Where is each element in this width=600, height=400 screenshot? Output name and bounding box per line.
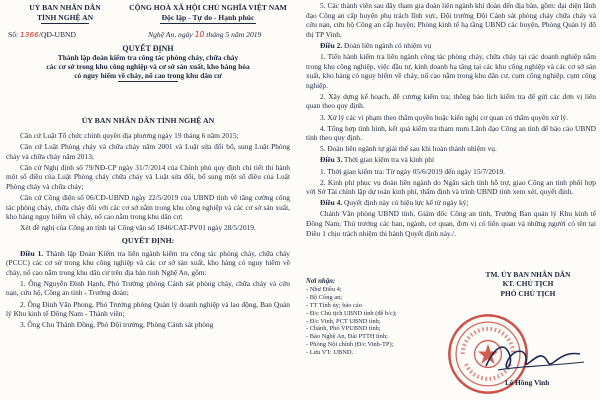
article-4-label: Điều 4. bbox=[320, 198, 343, 208]
left-column-body bbox=[6, 131, 290, 331]
doc-no-suffix: /QĐ-UBND bbox=[38, 30, 76, 39]
legal-basis-2: Căn cứ Luật Phòng cháy và chữa cháy năm 2001 và Luật sửa đổi bổ, sung Luật Phòng cháy và chữa cháy năm 2013; bbox=[6, 142, 290, 161]
member-5: 5. Các thành viên sau đây tham gia đoàn liên ngành khi đoàn đến địa bàn, gồm: đại diện lãnh đạo Công an cấp huyện phụ trách lĩnh vực, Đội trưởng Đội Cảnh sát phòng cháy chữa cháy và cứu nạn, cứu hộ Công an cấp huyện; Phòng kinh tế hạ tầng UBND các huyện, Phòng Quản lý đô thị TP Vinh. bbox=[306, 1, 596, 39]
member-1: 1. Ông Nguyễn Đình Hạnh, Phó Trưởng phòng Cảnh sát phòng cháy, chữa cháy và cứu nạn, cứu hộ, Công an tỉnh - Trưởng đoàn; bbox=[6, 278, 290, 298]
recipients-list bbox=[306, 278, 456, 357]
signature-block bbox=[458, 270, 598, 298]
article-1-text: Thành lập Đoàn Kiểm tra liên ngành kiểm tra công tác phòng cháy, chữa cháy (PCCC) các cơ sở trong khu công nghiệp và các cơ sở sản xuất, kho hàng có nguy hiểm về cháy, nổ cao nằm trong khu dân cư trên địa bàn tỉnh Nghệ An, gồm: bbox=[6, 248, 290, 277]
duty-1: 1. Tiến hành kiểm tra liên ngành công tác phòng cháy, chữa cháy tại các doanh nghiệp nằm trong khu công nghiệp, việc đầu tư, kinh doanh hạ tầng tại các khu công nghiệp và các cơ sở sản xuất, kho hàng có nguy hiểm về cháy, nổ cao nằm trong khu dân cư, cụm công nghiệp, cụm công nghiệp. bbox=[306, 51, 596, 90]
member-3: 3. Ông Chu Thành Đồng, Phó Đội trưởng, Phòng Cảnh sát phòng bbox=[20, 320, 214, 330]
agency-line-1: UỶ BAN NHÂN DÂN bbox=[29, 3, 101, 12]
decision-subject-line-3: có nguy hiểm về cháy, nổ cao trong khu dân cư bbox=[74, 70, 222, 80]
article-4 bbox=[306, 198, 596, 208]
handwritten-signature-icon bbox=[480, 336, 590, 380]
nation-line-2: Độc lập - Tự do - Hạnh phúc bbox=[161, 12, 255, 22]
recipient-item: - Chánh, Phó VPUBND tỉnh; bbox=[306, 325, 381, 333]
date-suffix: tháng 5 năm 2019 bbox=[206, 30, 262, 39]
article-2 bbox=[306, 41, 596, 51]
article-3 bbox=[306, 155, 596, 165]
duty-5: 5. Đoàn liên ngành tự giải thể sau khi hoàn thành nhiệm vụ. bbox=[320, 144, 497, 154]
recipient-item: - Lưu VT: UBND. bbox=[306, 349, 354, 357]
funding-clause: 2. Kinh phí phục vụ đoàn liên ngành do Ngân sách tỉnh hỗ trợ, giao Công an tỉnh phối hợp với Sở Tài chính lập dự toán kinh phí, thẩm định và trình UBND tỉnh xem xét, quyết định. bbox=[306, 177, 596, 197]
right-column-body bbox=[306, 1, 596, 240]
recipient-item: - Phòng Nội chính (Đ/c Vinh-TP); bbox=[306, 341, 394, 349]
doc-no-handwritten: 1366 bbox=[20, 30, 39, 39]
decision-subject bbox=[20, 54, 276, 82]
legal-basis-4: Căn cứ Công điện số 06/CĐ-UBND ngày 22/5/2019 của UBND tỉnh về tăng cường công tác phòng cháy, chữa cháy đối với các cơ sở nằm trong khu công nghiệp và các cơ sở sản xuất, kho hàng nguy hiểm về cháy, nổ cao nằm trong khu dân cư; bbox=[6, 193, 290, 222]
decide-heading: QUYẾT ĐỊNH: bbox=[121, 235, 175, 245]
duty-2: 2. Xây dựng kế hoạch, đề cương kiểm tra; thông báo lịch kiểm tra để gửi các đơn vị liên quan theo quy định. bbox=[306, 91, 596, 111]
duty-3: 3. Xử lý các vi phạm theo thẩm quyền hoặc kiến nghị cơ quan có thẩm quyền xử lý. bbox=[320, 112, 568, 122]
article-2-label: Điều 2. bbox=[320, 40, 343, 50]
recipient-item: - Đ/c Vinh, PCT UBND tỉnh; bbox=[306, 317, 381, 325]
article-1 bbox=[6, 249, 290, 278]
signer-name: Lê Hồng Vinh bbox=[505, 378, 550, 387]
enforcement-clause: Chánh Văn phòng UBND tỉnh, Giám đốc Công an tỉnh, Trưởng Ban quản lý Khu kinh tế Đông Nam; Thủ trưởng các ban, ngành, cơ quan, đơn vị có liên quan và những người có tên tại Điều 1 chịu trách nhiệm thi hành Quyết định này./. bbox=[306, 209, 596, 238]
issuer-heading: ỦY BAN NHÂN DÂN TỈNH NGHỆ AN bbox=[81, 116, 215, 125]
recipients-heading: Nơi nhận: bbox=[306, 278, 336, 285]
signature-line-1: TM. ỦY BAN NHÂN DÂN bbox=[485, 270, 571, 279]
duty-4: 4. Tổng hợp tình hình, kết quả kiểm tra tham mưu Lãnh đạo Công an tỉnh để báo cáo UBND tỉnh theo quy định. bbox=[306, 123, 596, 143]
recipient-item: - Bộ Công an; bbox=[306, 293, 343, 301]
article-4-text: Quyết định này có hiệu lực kể từ ngày ký; bbox=[344, 198, 469, 208]
article-1-label: Điều 1. bbox=[20, 248, 44, 258]
recipient-item: - Như Điều 4; bbox=[306, 285, 342, 293]
agency-line-2: TỈNH NGHỆ AN bbox=[36, 12, 94, 22]
date-day-handwritten: 10 bbox=[194, 30, 205, 39]
member-2: 2. Ông Đinh Văn Phong, Phó Trưởng phòng Quản lý doanh nghiệp và lao động, Ban Quản lý Khu kinh tế Đông Nam - Thành viên; bbox=[6, 299, 290, 319]
recipient-item: - Đ/c Chủ tịch UBND tỉnh (để b/c); bbox=[306, 309, 397, 317]
decision-subject-line-2: các cơ sở trong khu công nghiệp và cơ sở sản xuất, kho hàng hóa bbox=[46, 61, 250, 71]
nation-line-1: CỘNG HOÀ XÃ HỘI CHỦ NGHĨA VIỆT NAM bbox=[129, 3, 287, 12]
decision-subject-line-1: Thành lập đoàn kiểm tra công tác phòng cháy, chữa cháy bbox=[57, 53, 239, 62]
agency-header bbox=[6, 3, 124, 24]
doc-no-prefix: Số: bbox=[8, 30, 19, 39]
signature-line-3: PHÓ CHỦ TỊCH bbox=[500, 288, 556, 298]
subject-underline bbox=[118, 81, 178, 82]
recipient-item: - TT Tỉnh ủy; báo cáo bbox=[306, 301, 362, 309]
time-clause: 1. Thời gian kiểm tra: Từ ngày 05/6/2019 đến ngày 15/7/2019. bbox=[320, 166, 505, 176]
legal-basis-5: Xét đề nghị của Công an tỉnh tại Công văn số 1846/CAT-PV01 ngày 28/5/2019. bbox=[20, 223, 256, 233]
document-number bbox=[8, 30, 76, 39]
agency-underline bbox=[41, 23, 89, 24]
document-date bbox=[148, 30, 261, 39]
article-2-text: Đoàn liên ngành có nhiệm vụ bbox=[344, 40, 432, 50]
decision-title: QUYẾT ĐỊNH bbox=[122, 44, 174, 53]
date-prefix: Nghệ An, ngày bbox=[148, 30, 193, 39]
legal-basis-1: Căn cứ Luật Tổ chức chính quyền địa phương ngày 19 tháng 6 năm 2015; bbox=[20, 131, 239, 140]
nation-header bbox=[126, 3, 290, 24]
recipient-item: - Báo Nghệ An, Đài PTTH tỉnh; bbox=[306, 333, 388, 341]
nation-underline bbox=[160, 23, 256, 24]
article-3-text: Thời gian kiểm tra và kinh phí bbox=[343, 155, 435, 165]
signature-line-2: KT. CHỦ TỊCH bbox=[502, 279, 554, 289]
article-3-label: Điều 3. bbox=[320, 155, 343, 165]
legal-basis-3: Căn cứ Nghị định số 79/NĐ-CP ngày 31/7/2014 của Chính phủ quy định chi tiết thi hành một số điều của Luật Phòng cháy chữa cháy và Luật sửa đổi, bổ sung một số điều của Luật Phòng cháy và chữa cháy; bbox=[6, 162, 290, 191]
